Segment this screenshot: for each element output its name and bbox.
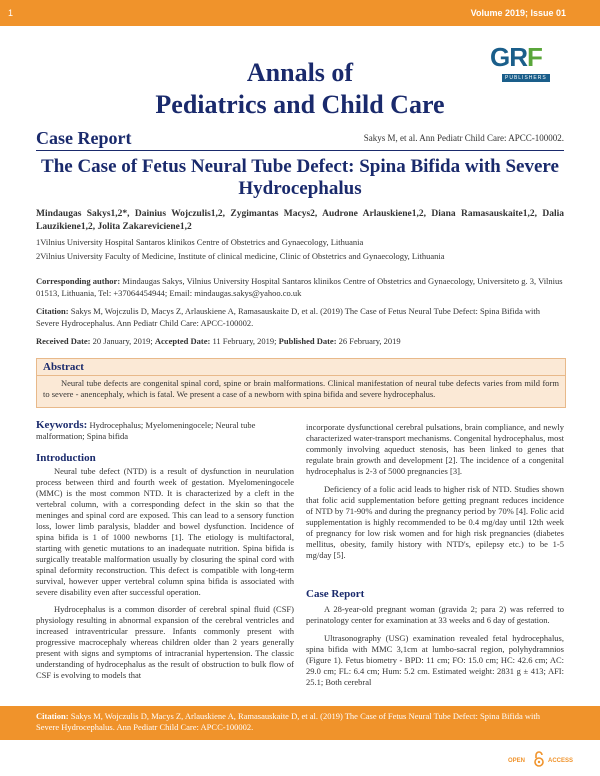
footer-citation-bar (0, 706, 600, 740)
footer-citation (36, 711, 564, 733)
right-column (306, 422, 564, 561)
footer-citation-label: Citation: (36, 711, 69, 721)
corresponding-label: Corresponding author: (36, 276, 121, 286)
article-title: The Case of Fetus Neural Tube Defect: Spina Bifida with Severe Hydrocephalus (41, 156, 559, 199)
article-type: Case Report (36, 128, 132, 148)
citation-label: Citation: (36, 306, 69, 316)
abstract-box (36, 358, 566, 408)
logo-subtitle: PUBLISHERS (502, 74, 550, 82)
case-report-heading: Case Report (306, 588, 365, 600)
received-label: Received Date: (36, 336, 91, 346)
published-label: Published Date: (278, 336, 337, 346)
left-column (36, 466, 294, 681)
intro-paragraph-2: Hydrocephalus is a common disorder of cerebral spinal fluid (CSF) physiology resulting in abnormal expansion of the cerebral ventricles and increased intraventricular pressure. Infants commonly present with progressive macrocephaly whereas children older than 2 years generally present with signs and symptoms of intracranial hypertension. The classic understanding of hydrocephalus as the result of obstruction to bulk flow of CSF is evolving to models that (36, 604, 294, 680)
case-column (306, 604, 564, 688)
corresponding-author (36, 276, 564, 299)
short-citation: Sakys M, et al. Ann Pediatr Child Care: APCC-100002. (363, 133, 564, 143)
page-number: 1 (8, 8, 14, 18)
accepted-label: Accepted Date: (154, 336, 211, 346)
abstract-separator (37, 375, 565, 376)
intro-paragraph-4: Deficiency of a folic acid leads to higher risk of NTD. Studies shown that folic acid supplementation before getting pregnant reduces incidence of NTD by 71-90% and during the pregnancy period by 70% [4]. Folic acid supplementation is highly recommended to be 0.4 mg/day until 12th week of pregnancy for low risk women and for high risk pregnancies (diabetes mellitus, obesity, family history with NTD's, epilepsy etc.) to be 1-5 mg/day [5]. (306, 484, 564, 560)
citation-text: Sakys M, Wojczulis D, Macys Z, Arlauskiene A, Ramasauskaite D, et al. (2019) The Case of Fetus Neural Tube Defect: Spina Bifida with Severe Hydrocephalus. Ann Pediatr Child Care: APCC-100002. (36, 306, 540, 328)
top-banner (0, 0, 600, 26)
citation-block (36, 306, 564, 329)
keywords-text: Hydrocephalus; Myelomeningocele; Neural tube malformation; Spina bifida (36, 420, 256, 441)
introduction-heading: Introduction (36, 452, 96, 464)
open-lock-icon (533, 751, 545, 767)
journal-title-line2: Pediatrics and Child Care (155, 90, 445, 119)
abstract-text: Neural tube defects are congenital spinal cord, spine or brain malformations. Clinical manifestation of neural tube defects varies from mild form to severe - anencephaly, which is fatal. We present a case of a newborn with spina bifida and severe hydrocephalus. (43, 378, 559, 399)
footer-citation-text: Sakys M, Wojczulis D, Macys Z, Arlauskiene A, Ramasauskaite D, et al. (2019) The Case of Fetus Neural Tube Defect: Spina Bifida with Severe Hydrocephalus. Ann Pediatr Child Care: APCC-100002. (36, 711, 540, 732)
keywords (36, 420, 294, 442)
intro-paragraph-3: incorporate dysfunctional cerebral pulsations, brain compliance, and newly characterized water-transport mechanisms. Congenital hydrocephalus, most commonly involving aqueduct stenosis, has been linked to genes that regulate brain growth and development [2]. The incidence of a congenital hydrocephalus is 2-3 of 5000 pregnancies [3]. (306, 422, 564, 476)
case-paragraph-1: A 28-year-old pregnant woman (gravida 2; para 2) was referred to perinatology center for examination at 33 weeks and 6 day of gestation. (306, 604, 564, 625)
access-text: ACCESS (548, 758, 574, 764)
received-date: 20 January, 2019; (92, 336, 153, 346)
corresponding-text: Mindaugas Sakys, Vilnius University Hospital Santaros klinikos Centre of Obstetrics and Gynaecology, Universiteto g. 3, Vilnius 01513, Lithuania, Tel: +37064454944; Email: mindaugas.sakys@yahoo.co.uk (36, 276, 563, 298)
intro-paragraph-1: Neural tube defect (NTD) is a result of dysfunction in neurulation process between third and fourth week of gestation. Myelomeningocele (MMC) is the most common NTD. It is characterized by a cleft in the vertebral column, with a corresponding defect in the skin so that the meninges and spinal cord are exposed. This can lead to a sensory function loss, lower limb paralysis, bladder and bowel dysfunction. Incidence of spina bifida is 1 of 1000 newborns [1]. The etiology is multifactoral, starting with genetic mutations to an inadequate nutrition. Spina bifida is surgically treatable malformation usually by closuring the spinal cord with spinal deformity reconstruction. This defect is compatible with long-term survival, however upper vertebral column spina bifida is associated with severe disability even after successful operation. (36, 466, 294, 597)
logo-mark: GRF (490, 42, 542, 72)
volume-issue: Volume 2019; Issue 01 (470, 8, 566, 18)
affiliation-1: 1Vilnius University Hospital Santaros klinikos Centre of Obstetrics and Gynaecology, Lithuania (36, 237, 364, 247)
keywords-label: Keywords: (36, 419, 88, 431)
publisher-logo (488, 42, 560, 88)
author-list: Mindaugas Sakys1,2*, Dainius Wojczulis1,2, Zygimantas Macys2, Audrone Arlauskiene1,2, Diana Ramasauskaite1,2, Dalia Lauzikiene1,2, Jolita Zakareviciene1,2 (36, 209, 564, 232)
open-text: OPEN (508, 758, 526, 764)
divider (36, 150, 564, 151)
accepted-date: 11 February, 2019; (212, 336, 277, 346)
affiliation-2: 2Vilnius University Faculty of Medicine, Institute of clinical medicine, Clinic of Obstetrics and Gynaecology, Lithuania (36, 251, 445, 261)
published-date: 26 February, 2019 (338, 336, 401, 346)
journal-title-line1: Annals of (246, 58, 354, 87)
abstract-heading: Abstract (43, 361, 84, 373)
dates-line (36, 336, 564, 346)
case-paragraph-2: Ultrasonography (USG) examination revealed fetal hydrocephalus, spina bifida with MMC 3,1cm at lumbo-sacral region, polyhydramnios (Figure 1). Fetus biometry - BPD: 11 cm; FO: 15.0 cm; HC: 42.6 cm; AC: 29.0 cm; FL: 6.4 cm; Hum: 5.2 cm. Estimated weight: 2831 g ± 413; AFI: 25.1; Both cerebral (306, 633, 564, 687)
